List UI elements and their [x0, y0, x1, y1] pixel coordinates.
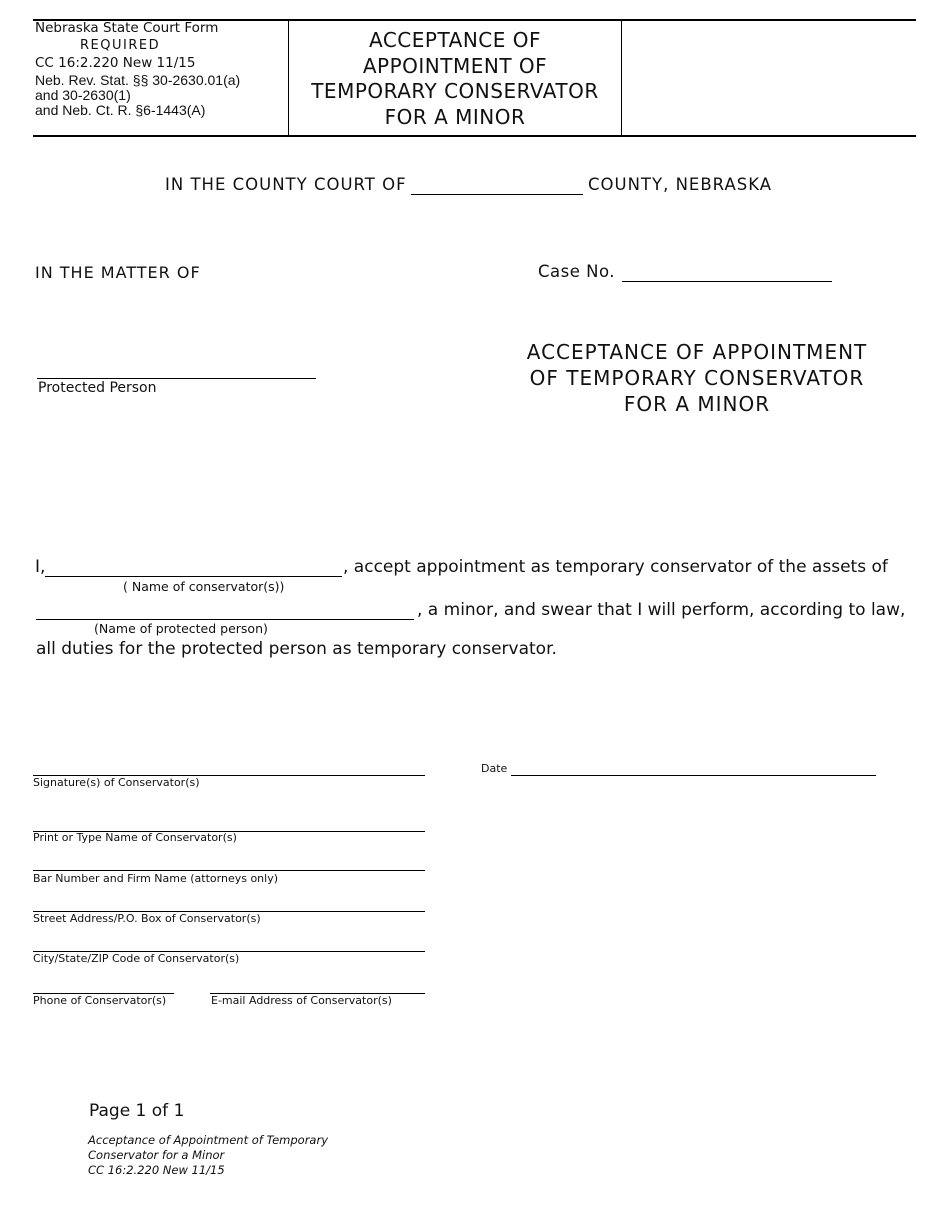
email-label: E-mail Address of Conservator(s) — [211, 994, 392, 1007]
date-label: Date — [481, 762, 508, 775]
footer-line: CC 16:2.220 New 11/15 — [88, 1163, 225, 1177]
protected-person-label: Protected Person — [38, 380, 157, 396]
body-line-1: , accept appointment as temporary conservator of the assets of — [343, 557, 888, 577]
body-i: I, — [35, 557, 46, 577]
statute-2: and 30-2630(1) — [35, 87, 131, 103]
print-name-label: Print or Type Name of Conservator(s) — [33, 831, 237, 844]
header-title-line: TEMPORARY CONSERVATOR — [311, 79, 599, 103]
date-field[interactable] — [511, 775, 876, 776]
document-title — [500, 339, 894, 417]
form-code: CC 16:2.220 New 11/15 — [35, 55, 196, 71]
header-title — [290, 28, 620, 130]
footer-form-info — [88, 1133, 328, 1178]
statute-1: Neb. Rev. Stat. §§ 30-2630.01(a) — [35, 72, 241, 88]
matter-label: IN THE MATTER OF — [35, 263, 201, 282]
header-title-line: APPOINTMENT OF — [362, 53, 548, 78]
county-field[interactable] — [411, 194, 583, 195]
document-title-line: FOR A MINOR — [623, 392, 771, 416]
signature-label: Signature(s) of Conservator(s) — [33, 776, 200, 789]
court-prefix: IN THE COUNTY COURT OF — [165, 175, 407, 194]
document-title-line: ACCEPTANCE OF APPOINTMENT — [526, 340, 868, 364]
protected-person-name-field[interactable] — [36, 619, 414, 620]
body-line-2: , a minor, and swear that I will perform, according to law, — [417, 600, 906, 620]
footer-line: Conservator for a Minor — [88, 1148, 225, 1162]
city-label: City/State/ZIP Code of Conservator(s) — [33, 952, 240, 965]
bar-number-field[interactable] — [33, 870, 425, 871]
bar-number-label: Bar Number and Firm Name (attorneys only) — [33, 872, 279, 885]
body-line-3: all duties for the protected person as temporary conservator. — [36, 639, 557, 659]
header-title-line: FOR A MINOR — [384, 104, 526, 129]
street-label: Street Address/P.O. Box of Conservator(s) — [33, 912, 261, 925]
header-form-info — [35, 21, 287, 118]
phone-label: Phone of Conservator(s) — [33, 994, 167, 1007]
case-no-field[interactable] — [622, 281, 832, 282]
statute-3: and Neb. Ct. R. §6-1443(A) — [35, 102, 206, 118]
page-number: Page 1 of 1 — [89, 1101, 185, 1121]
protected-person-name-caption: (Name of protected person) — [94, 621, 268, 636]
header-title-line: ACCEPTANCE OF — [369, 28, 541, 52]
protected-person-field[interactable] — [37, 378, 316, 379]
header-divider-left — [288, 19, 289, 136]
conservator-name-field[interactable] — [45, 576, 342, 577]
court-suffix: COUNTY, NEBRASKA — [588, 175, 773, 194]
case-no-label: Case No. — [538, 262, 616, 281]
document-title-line: OF TEMPORARY CONSERVATOR — [529, 366, 865, 390]
header-divider-right — [621, 19, 622, 136]
conservator-name-caption: ( Name of conservator(s)) — [123, 579, 285, 594]
required-label: REQUIRED — [80, 38, 161, 53]
form-source: Nebraska State Court Form — [35, 20, 219, 36]
footer-line: Acceptance of Appointment of Temporary — [88, 1133, 329, 1147]
header-bottom-rule — [33, 135, 916, 137]
